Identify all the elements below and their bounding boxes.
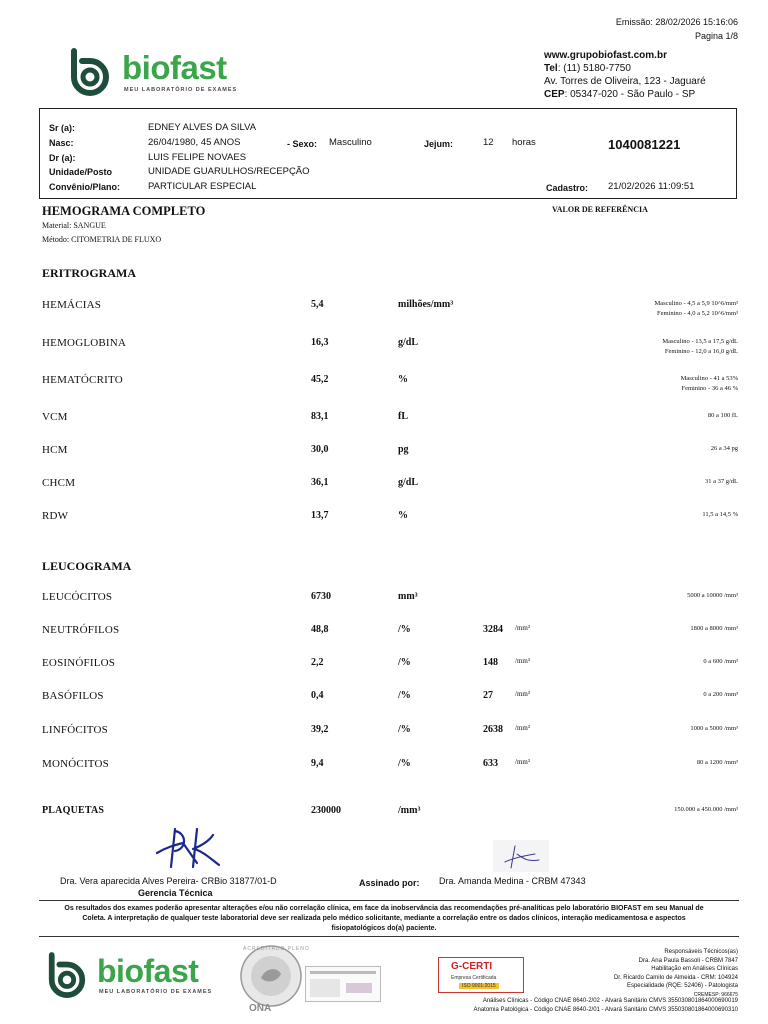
jejum-value: 12	[483, 137, 494, 148]
reference-range: 0 a 600 /mm³	[703, 658, 738, 665]
reference-range: 11,5 a 14,5 %	[702, 511, 738, 518]
test-name: EOSINÓFILOS	[42, 657, 116, 669]
test-unit: /mm³	[398, 805, 421, 816]
table-row	[0, 657, 768, 677]
absolute-value: 633	[483, 758, 498, 769]
emission-date: Emissão: 28/02/2026 15:16:06	[615, 17, 738, 27]
test-name: LEUCÓCITOS	[42, 591, 113, 603]
test-unit: %	[398, 510, 408, 521]
test-value: 5,4	[311, 299, 324, 310]
sexo-label: - Sexo:	[287, 139, 318, 149]
cadastro-label: Cadastro:	[546, 183, 589, 193]
patient-info-box	[39, 108, 737, 199]
test-unit: fL	[398, 411, 408, 422]
absolute-value: 3284	[483, 624, 503, 635]
test-value: 16,3	[311, 337, 329, 348]
website[interactable]: www.grupobiofast.com.br	[544, 50, 667, 61]
ona-brand: ONA	[249, 1003, 272, 1014]
test-name: PLAQUETAS	[42, 805, 105, 816]
test-unit: g/dL	[398, 337, 419, 348]
gcerti-subtitle: Empresa Certificada	[451, 975, 497, 981]
gcerti-title: G-CERTI	[451, 961, 493, 972]
brand-name: biofast	[122, 49, 227, 86]
cadastro-value: 21/02/2026 11:09:51	[608, 181, 695, 192]
jejum-unit: horas	[512, 137, 536, 148]
table-row	[0, 477, 768, 497]
leucograma-title: LEUCOGRAMA	[42, 559, 132, 573]
metodo: Método: CITOMETRIA DE FLUXO	[42, 235, 162, 244]
test-value: 13,7	[311, 510, 329, 521]
brand-tagline: MEU LABORATÓRIO DE EXAMES	[124, 87, 238, 93]
test-unit: mm³	[398, 591, 418, 602]
material: Material: SANGUE	[42, 221, 106, 230]
divider	[39, 900, 739, 901]
test-value: 0,4	[311, 690, 324, 701]
absolute-unit: /mm³	[515, 657, 530, 665]
table-row	[0, 510, 768, 530]
ona-arc-text: ACREDITADO PLENO	[243, 946, 310, 952]
test-value: 9,4	[311, 758, 324, 769]
absolute-value: 2638	[483, 724, 503, 735]
birth-date: 26/04/1980, 45 ANOS	[148, 137, 241, 148]
biofast-logo-icon	[46, 951, 88, 1001]
test-unit: pg	[398, 444, 409, 455]
jejum-label: Jejum:	[424, 139, 454, 149]
test-name: HCM	[42, 444, 68, 456]
brand-name: biofast	[97, 953, 199, 989]
signature-vera-image	[153, 823, 223, 871]
test-unit: /%	[398, 724, 411, 735]
protocol-number: 1040081221	[608, 137, 681, 152]
footer-logo	[46, 951, 222, 1001]
table-row	[0, 624, 768, 644]
test-unit: %	[398, 374, 408, 385]
cep: CEP: 05347-020 - São Paulo - SP	[544, 89, 696, 100]
table-row	[0, 444, 768, 464]
reference-range: 31 a 37 g/dL	[704, 478, 738, 485]
reference-range: 1800 a 8000 /mm³	[690, 625, 738, 632]
biofast-logo-icon	[68, 47, 112, 99]
reference-range: Masculino - 41 a 53% Feminino - 36 a 46 %	[680, 375, 738, 392]
doctor-name: LUIS FELIPE NOVAES	[148, 152, 247, 163]
absolute-unit: /mm³	[515, 724, 530, 732]
test-value: 39,2	[311, 724, 329, 735]
technical-responsible: Responsáveis Técnicos(as) Dra. Ana Paula Bassoli - CRBM 7847 Habilitação em Análises Clínicas Dr. Ricardo Camilo de Almeida - CRM: 104924 Especialidade (RQE: 52406) - Patologista CREMESP: 966675	[613, 949, 738, 998]
test-value: 30,0	[311, 444, 329, 455]
table-row	[0, 724, 768, 744]
test-value: 36,1	[311, 477, 329, 488]
test-name: VCM	[42, 411, 68, 423]
reference-range: 5000 a 10000 /mm³	[687, 592, 738, 599]
test-name: HEMOGLOBINA	[42, 337, 127, 349]
table-row	[0, 690, 768, 710]
gcerti-iso: ISO 9001:2015	[459, 983, 499, 989]
signature-1-name: Dra. Vera aparecida Alves Pereira- CRBio 31877/01-D	[60, 876, 277, 886]
reference-range: 80 a 1200 /mm³	[696, 759, 738, 766]
license-lines: Análises Clínicas - Código CNAE 8640-2/02 - Alvará Sanitário CMVS 355030801864000690019 Anatomia Patológica - Código CNAE 8640-2/01 - Alvará Sanitário CMVS 355030801864000690310	[473, 998, 738, 1013]
absolute-value: 148	[483, 657, 498, 668]
reference-range: Masculino - 13,5 a 17,5 g/dL Feminino - 12,0 a 16,0 g/dL	[662, 338, 738, 355]
test-name: RDW	[42, 510, 69, 522]
test-unit: g/dL	[398, 477, 419, 488]
brand-tagline: MEU LABORATÓRIO DE EXAMES	[99, 989, 213, 995]
absolute-unit: /mm³	[515, 758, 530, 766]
ona-card	[305, 966, 381, 1002]
page-number: Pagina 1/8	[694, 31, 738, 41]
ona-accreditation-badge	[233, 944, 383, 1016]
table-row	[0, 805, 768, 825]
sr-label: Sr (a):	[49, 123, 76, 133]
absolute-unit: /mm³	[515, 624, 530, 632]
test-name: CHCM	[42, 477, 76, 489]
test-unit: /%	[398, 657, 411, 668]
table-row	[0, 411, 768, 431]
unidade-label: Unidade/Posto	[49, 167, 113, 177]
reference-range: 0 a 200 /mm³	[703, 691, 738, 698]
exam-title: HEMOGRAMA COMPLETO	[42, 204, 206, 218]
signature-amanda-image	[493, 840, 549, 872]
nasc-label: Nasc:	[49, 138, 74, 148]
test-name: MONÓCITOS	[42, 758, 109, 770]
divider	[39, 936, 739, 937]
test-unit: /%	[398, 690, 411, 701]
signature-1-role: Gerencia Técnica	[138, 888, 213, 898]
gcerti-badge	[438, 957, 524, 993]
contact-block	[544, 49, 706, 101]
test-name: BASÓFILOS	[42, 690, 104, 702]
test-unit: /%	[398, 624, 411, 635]
reference-range: 1000 a 5000 /mm³	[690, 725, 738, 732]
patient-name: EDNEY ALVES DA SILVA	[148, 122, 257, 133]
table-row	[0, 299, 768, 319]
header-logo	[68, 47, 248, 103]
eritrograma-title: ERITROGRAMA	[42, 266, 137, 280]
reference-range: 26 a 34 pg	[710, 445, 738, 452]
unidade-value: UNIDADE GUARULHOS/RECEPÇÃO	[148, 166, 310, 177]
test-unit: /%	[398, 758, 411, 769]
test-name: NEUTRÓFILOS	[42, 624, 120, 636]
absolute-value: 27	[483, 690, 493, 701]
reference-header: VALOR DE REFERÊNCIA	[552, 205, 648, 214]
test-name: HEMÁCIAS	[42, 299, 102, 311]
test-name: HEMATÓCRITO	[42, 374, 123, 386]
signature-2-name: Dra. Amanda Medina - CRBM 47343	[439, 876, 586, 886]
absolute-unit: /mm³	[515, 690, 530, 698]
reference-range: 80 a 100 fL	[707, 412, 738, 419]
table-row	[0, 337, 768, 357]
address: Av. Torres de Oliveira, 123 - Jaguaré	[544, 76, 706, 87]
table-row	[0, 591, 768, 611]
dr-label: Dr (a):	[49, 153, 76, 163]
reference-range: Masculino - 4,5 a 5,9 10^6/mm³ Feminino - 4,0 a 5,2 10^6/mm³	[654, 300, 738, 317]
table-row	[0, 374, 768, 394]
test-value: 6730	[311, 591, 331, 602]
table-row	[0, 758, 768, 778]
reference-range: 150.000 a 450.000 /mm³	[674, 806, 738, 813]
test-value: 83,1	[311, 411, 329, 422]
test-value: 45,2	[311, 374, 329, 385]
disclaimer-text: Os resultados dos exames poderão apresentar alterações e/ou não correlação clínica, em face da inobservância das recomendações pré-analíticas pelo laboratório BIOFAST em seu Manual de Coleta. A interpretação de qualquer teste laboratorial deve ser realizada pelo médico solicitante, mediante a correlação entre os dados clínicos, interação medicamentosa e aspectos fisiopatológicos do(a) paciente.	[64, 905, 704, 932]
sexo-value: Masculino	[329, 137, 372, 148]
convenio-label: Convênio/Plano:	[49, 182, 121, 192]
test-value: 2,2	[311, 657, 324, 668]
test-value: 48,8	[311, 624, 329, 635]
signed-by-label: Assinado por:	[359, 878, 420, 888]
test-value: 230000	[311, 805, 341, 816]
test-unit: milhões/mm³	[398, 299, 454, 310]
test-name: LINFÓCITOS	[42, 724, 108, 736]
convenio-value: PARTICULAR ESPECIAL	[148, 181, 257, 192]
phone: Tel: (11) 5180-7750	[544, 63, 631, 74]
ona-seal-icon	[239, 944, 303, 1008]
